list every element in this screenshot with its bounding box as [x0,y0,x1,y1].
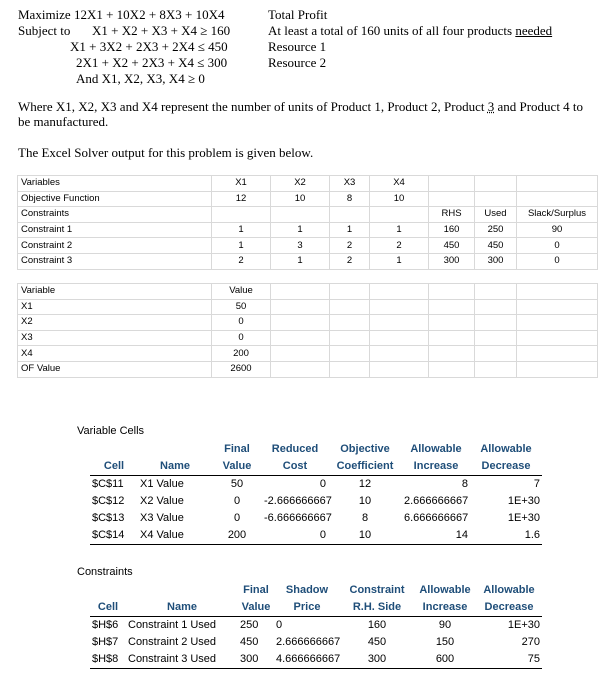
grid-cell: 2600 [212,361,271,377]
report-column-header: Price [274,599,340,617]
report-row [90,493,542,510]
report-column-header: Name [138,458,212,476]
report-cell: 10 [358,495,372,507]
grid-cell: Slack/Surplus [517,207,598,223]
grid-cell-empty [271,361,330,377]
report-cell: Constraint 3 Used [126,651,238,669]
grid-cell: 8 [330,191,370,207]
report-column-header: Allowable [419,584,471,596]
grid-cell: Used [475,207,517,223]
report-column-header: Final [243,584,269,596]
grid-cell [475,191,517,207]
report-column-header: Reduced [271,443,319,455]
constraint-1-note-text: At least a total of 160 units of all four products [268,23,516,38]
grid-row [18,238,598,254]
report-cell: Constraint 2 Used [128,636,217,648]
report-cell: X4 Value [138,527,212,545]
resource-2-note: Resource 2 [268,55,327,70]
variable-cells-title: Variable Cells [77,425,145,437]
constraint-1-note [268,23,552,39]
report-cell: 75 [476,651,542,669]
grid-cell: X2 [271,176,330,192]
report-column-header: Allowable [480,443,532,455]
report-header-row [90,582,542,599]
grid-cell: 12 [212,191,271,207]
report-column-header [90,582,126,599]
grid-cell-empty [517,361,598,377]
report-cell: 8 [461,478,468,490]
grid-cell-empty [429,346,475,362]
grid-cell: 450 [429,238,475,254]
grid-cell: Variable [18,284,212,300]
nonnegativity-formula: And X1, X2, X3, X4 ≥ 0 [76,71,205,86]
subject-to-label: Subject to [18,23,71,38]
grid-cell: 2 [330,253,370,269]
grid-cell-empty [517,284,598,300]
grid-cell: Constraint 2 [18,238,212,254]
report-column-header: Value [238,599,274,617]
constraint-3-formula: 2X1 + X2 + 2X3 + X4 ≤ 300 [76,55,228,70]
grid-cell: Value [212,284,271,300]
grid-cell: 50 [212,299,271,315]
report-column-header: Allowable [410,443,462,455]
grid-cell: Variables [18,176,212,192]
grid-cell: 0 [212,315,271,331]
report-cell: -6.666666667 [264,512,332,524]
grid-cell: 1 [271,253,330,269]
description-line-1 [18,99,583,115]
grid-cell: 1 [271,222,330,238]
report-cell: 1.6 [470,527,542,545]
report-column-header: Decrease [470,458,542,476]
report-cell: $C$12 [92,495,125,507]
grid-cell [271,207,330,223]
grid-cell: 1 [330,222,370,238]
grid-cell-empty [517,315,598,331]
report-cell: X1 Value [140,478,184,490]
grid-cell-empty [370,346,429,362]
grid-cell-empty [517,330,598,346]
grid-cell: X1 [212,176,271,192]
grid-cell: 90 [517,222,598,238]
description-line-2: be manufactured. [18,114,109,129]
grid-cell: Constraint 3 [18,253,212,269]
report-cell: 0 [233,512,241,524]
description-product-3: 3 [487,99,495,114]
grid-cell-empty [475,361,517,377]
grid-row [18,207,598,223]
grid-row [18,346,598,362]
report-column-header: Objective [340,443,390,455]
grid-cell: X3 [330,176,370,192]
grid-cell-empty [271,330,330,346]
variable-cells-table [90,441,542,545]
grid-cell: 10 [271,191,330,207]
report-cell: X2 Value [140,495,184,507]
report-cell: 600 [414,651,476,669]
description-text: Where X1, X2, X3 and X4 represent the number of units of Product 1, Product 2, Product [18,99,488,114]
description-text-end: and Product 4 to [494,99,584,114]
grid-cell [475,176,517,192]
grid-cell [429,191,475,207]
report-cell: $C$13 [92,512,125,524]
grid-cell-empty [429,299,475,315]
grid-row [18,299,598,315]
grid-cell-empty [370,299,429,315]
report-column-header: Cell [90,458,138,476]
report-column-header [138,441,212,458]
report-row [90,634,542,651]
grid-cell: 2 [212,253,271,269]
grid-cell: X4 [18,346,212,362]
report-column-header: Value [212,458,262,476]
grid-row [18,330,598,346]
report-column-header: Name [126,599,238,617]
report-column-header [126,582,238,599]
grid-cell-empty [370,330,429,346]
constraints-title: Constraints [77,566,133,578]
objective-line: Maximize 12X1 + 10X2 + 8X3 + 10X4 [18,7,225,22]
grid-cell: 160 [429,222,475,238]
report-cell: 450 [367,636,387,648]
grid-cell-empty [429,361,475,377]
report-cell: 1E+30 [507,619,540,631]
grid-cell: X4 [370,176,429,192]
grid-cell-empty [330,315,370,331]
grid-cell-empty [475,299,517,315]
report-cell: 160 [367,619,387,631]
report-cell: 1E+30 [507,512,540,524]
grid-cell-empty [271,346,330,362]
grid-cell: 0 [212,330,271,346]
report-cell: 300 [238,651,274,669]
report-cell: 300 [340,651,414,669]
grid-cell [330,207,370,223]
report-cell: 0 [262,527,328,545]
grid-cell-empty [330,330,370,346]
report-cell: $H$6 [92,619,119,631]
grid-cell [517,176,598,192]
report-column-header: Shadow [285,584,329,596]
grid-cell: 1 [370,253,429,269]
grid-cell-empty [271,299,330,315]
report-cell: 10 [328,527,402,545]
report-cell: X3 Value [140,512,184,524]
grid-row [18,176,598,192]
report-column-header: Coefficient [328,458,402,476]
grid-cell-empty [475,346,517,362]
report-cell: 4.666666667 [274,651,340,669]
grid-cell: Objective Function [18,191,212,207]
grid-cell-empty [330,346,370,362]
grid-cell: 450 [475,238,517,254]
constraints-table [90,582,542,669]
grid-cell-empty [330,361,370,377]
grid-cell-empty [475,315,517,331]
grid-row [18,253,598,269]
grid-cell-empty [330,299,370,315]
grid-cell [517,191,598,207]
grid-cell: 1 [212,222,271,238]
report-column-header: Decrease [476,599,542,617]
report-cell: 250 [240,619,259,631]
report-cell: 6.666666667 [404,512,469,524]
report-header-row [90,458,542,476]
grid-cell: 3 [271,238,330,254]
grid-row [18,315,598,331]
grid-cell: X1 [18,299,212,315]
model-grid [17,175,598,270]
constraint-1-formula: X1 + X2 + X3 + X4 ≥ 160 [92,23,231,38]
grid-cell: 300 [475,253,517,269]
grid-row [18,284,598,300]
report-cell: $H$8 [90,651,126,669]
report-cell: 7 [533,478,540,490]
report-cell: $C$11 [92,478,124,490]
total-profit-note: Total Profit [268,7,328,22]
grid-cell: 0 [517,238,598,254]
grid-cell-empty [429,315,475,331]
report-cell: 12 [358,478,372,490]
resource-1-note: Resource 1 [268,39,327,54]
grid-cell: 2 [330,238,370,254]
grid-cell-empty [330,284,370,300]
variable-value-grid [17,283,598,378]
grid-cell: Constraint 1 [18,222,212,238]
grid-cell: 300 [429,253,475,269]
report-column-header [90,441,138,458]
grid-cell-empty [475,284,517,300]
grid-cell-empty [475,330,517,346]
grid-cell: 1 [212,238,271,254]
grid-cell: 10 [370,191,429,207]
grid-cell-empty [517,299,598,315]
report-cell: $C$14 [90,527,138,545]
report-cell: 200 [212,527,262,545]
report-cell: 90 [438,619,452,631]
report-cell: $H$7 [92,636,119,648]
report-row [90,476,542,494]
grid-cell-empty [429,284,475,300]
report-cell: 0 [319,478,326,490]
grid-cell: 250 [475,222,517,238]
report-cell: 8 [361,512,369,524]
report-cell: 270 [521,636,540,648]
report-cell: 1E+30 [507,495,540,507]
grid-cell-empty [271,284,330,300]
grid-cell-empty [271,315,330,331]
report-cell: 450 [240,636,259,648]
grid-row [18,361,598,377]
grid-cell: RHS [429,207,475,223]
report-row [90,651,542,669]
grid-row [18,222,598,238]
grid-cell: 2 [370,238,429,254]
report-column-header: Increase [402,458,470,476]
report-cell: 0 [233,495,241,507]
report-row [90,617,542,635]
grid-row [18,191,598,207]
report-cell: 0 [276,619,283,631]
grid-cell-empty [370,284,429,300]
report-header-row [90,441,542,458]
constraint-2-formula: X1 + 3X2 + 2X3 + 2X4 ≤ 450 [70,39,228,54]
grid-cell: X3 [18,330,212,346]
report-column-header: Final [224,443,250,455]
grid-cell: Constraints [18,207,212,223]
grid-cell: 1 [370,222,429,238]
report-cell: -2.666666667 [264,495,332,507]
report-row [90,510,542,527]
grid-cell [370,207,429,223]
report-cell: 2.666666667 [404,495,469,507]
report-header-row [90,599,542,617]
report-column-header: Increase [414,599,476,617]
grid-cell [429,176,475,192]
grid-cell: 0 [517,253,598,269]
report-column-header: Cell [90,599,126,617]
report-column-header: Constraint [349,584,405,596]
grid-cell: 200 [212,346,271,362]
report-column-header: R.H. Side [340,599,414,617]
grid-cell: OF Value [18,361,212,377]
report-cell: 14 [402,527,470,545]
report-cell: 2.666666667 [276,636,341,648]
report-column-header: Allowable [483,584,535,596]
report-column-header: Cost [262,458,328,476]
grid-cell-empty [370,361,429,377]
grid-cell [212,207,271,223]
solver-intro: The Excel Solver output for this problem is given below. [18,145,314,160]
grid-cell: X2 [18,315,212,331]
report-cell: Constraint 1 Used [128,619,217,631]
constraint-1-note-underlined: needed [515,23,553,38]
grid-cell-empty [370,315,429,331]
grid-cell-empty [517,346,598,362]
report-row [90,527,542,545]
report-cell: 50 [230,478,244,490]
grid-cell-empty [429,330,475,346]
report-cell: 150 [435,636,455,648]
